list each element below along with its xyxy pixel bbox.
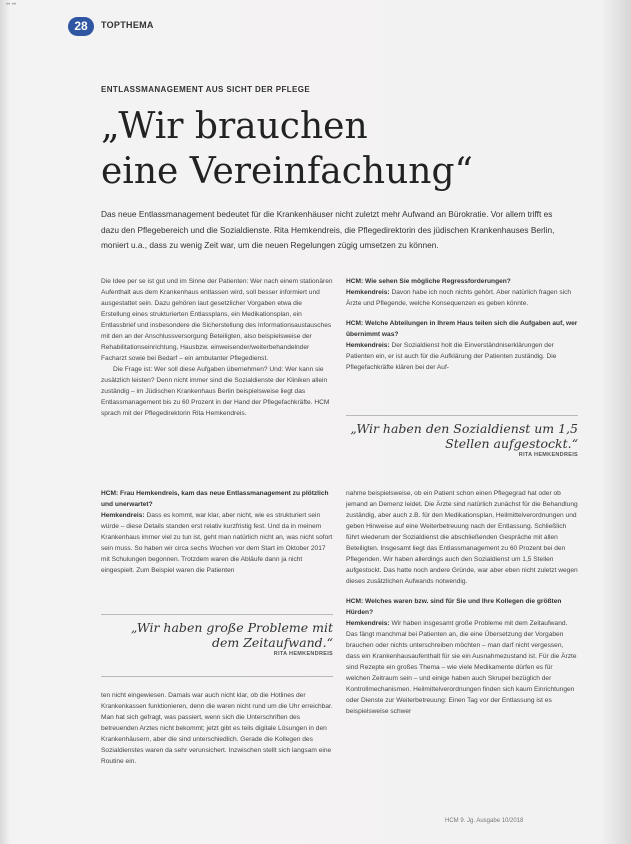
article-title xyxy=(101,104,561,194)
answer-text: Dass es kommt, war klar, aber nicht, wie es strukturiert sein würde – diese Details standen erst relativ kurzfristig fest. Und da in meinem Krankenhaus immer viel zu tun ist, geht man natürlich nicht an, was nicht sofort sein muss. So haben wir circa sechs Wochen vor dem Start im Oktober 2017 mit Schulungen begonnen. Trotzdem waren die Abläufe dann ja nicht eingespielt. Zum Beispiel waren die Patienten xyxy=(101,512,333,574)
paragraph: nahme beispielsweise, ob ein Patient schon einen Pflegegrad hat oder ob jemand an Demenz leidet. Die Ärzte sind natürlich zunächst für die Behandlung zuständig, aber auch z.B. für den Medikationsplan, Heilmittelverordnungen und geben Hinweise auf eine Weiterbetreuung nach der Entlassung. Schließlich führt wiederum der Sozialdienst die abschließenden Gespräche mit allen Beteiligten. Insgesamt liegt das Entlassmanagement zu 60 Prozent bei den Pflegenden. Wir haben allerdings auch den Sozialdienst um 1,5 Stellen aufgestockt. Das hatte noch andere Gründe, war aber eben nicht zuletzt wegen dieses zusätzlichen Aufwands notwendig. xyxy=(346,490,578,585)
intro-paragraph-2: Die Frage ist: Wer soll diese Aufgaben übernehmen? Und: Wer kann sie zusätzlich leisten? Denn nicht immer sind die Sozialdienste der Kliniken allein zuständig – im Jüdischen Krankenhaus Berlin beispielsweise liegt das Entlassmanagement bis zu 60 Prozent in der Hand der Pflegefachkräfte. HCM sprach mit der Pflegedirektorin Rita Hemkendreis. xyxy=(101,366,330,417)
page-number-badge: 28 xyxy=(68,17,94,36)
divider xyxy=(346,415,578,416)
page-footer: HCM 9. Jg. Ausgabe 10/2018 xyxy=(445,818,524,824)
answer xyxy=(346,618,578,717)
answer xyxy=(346,287,578,309)
left-column-intro xyxy=(101,276,333,419)
pull-quote-author: RITA HEMKENDREIS xyxy=(518,452,578,458)
pull-quote-text: „Wir haben den Sozialdienst um 1,5 Stellen aufgestockt.“ xyxy=(350,421,578,451)
intro-paragraph: Die Idee per se ist gut und im Sinne der Patienten: Wer nach einem stationären Aufenthalt aus dem Krankenhaus entlassen wird, soll besser informiert und ausgestattet sein. Dazu gehören laut gesetzlicher Vorgaben etwa die Erstellung eines strukturierten Entlassplans, ein Medikationsplan, ein Entlassbrief und insbesondere die Sicherstellung des Informationsaustausches mit den an der Anschlussversorgung Beteiligten, also beispielsweise der Rehabilitationseinrichtung, Hausbzw. einweisender/weiterbehandelnder Facharzt sowie bei Bedarf – ein ambulanter Pflegedienst. xyxy=(101,278,333,362)
pull-quote-text: „Wir haben große Probleme mit dem Zeitaufwand.“ xyxy=(130,620,333,650)
left-column-interview xyxy=(101,488,333,576)
section-label: TOPTHEMA xyxy=(101,20,154,30)
answer-text: Davon habe ich noch nichts gehört. Aber natürlich fragen sich Ärzte und Pflegende, welche Konsequenzen es geben könnte. xyxy=(346,289,572,307)
scan-mark: •• •• xyxy=(6,2,17,8)
question: HCM: Wie sehen Sie mögliche Regressforderungen? xyxy=(346,278,511,285)
right-column-top xyxy=(346,276,578,373)
article-lead: Das neue Entlassmanagement bedeutet für die Krankenhäuser nicht zuletzt mehr Aufwand an Bürokratie. Vor allem trifft es dazu den Pflegebereich und die Sozialdienste. Rita Hemkendreis, die Pflegedirektorin des jüdischen Krankenhauses Berlin, moniert u.a., dass zu wenig Zeit war, um die neuen Regelungen zügig umsetzen zu können. xyxy=(101,209,555,250)
pull-quote-author: RITA HEMKENDREIS xyxy=(273,651,333,657)
speaker: Hemkendreis: xyxy=(346,620,390,627)
left-column-continued xyxy=(101,690,333,767)
answer xyxy=(101,510,333,576)
title-line-2: eine Vereinfachung“ xyxy=(101,151,473,192)
divider xyxy=(101,614,333,615)
pull-quote xyxy=(101,620,333,659)
answer-text: Wir haben insgesamt große Probleme mit dem Zeitaufwand. Das fängt manchmal bei Patienten an, die eine Übersetzung der Vorgaben brauchen oder nichts unterschreiben möchten – man darf nicht vergessen, dass ein Krankenhausaufenthalt für sie ein Ausnahmezustand ist. Für die Ärzte sind Rezepte ein großes Thema – wie viele Medikamente dürfen es für welchen Zeitraum sein – und einige haben auch Skrupel bezüglich der Kontrollmechanismen. Heilmittelverordnungen finden sich kaum Einrichtungen oder Dienste zur Weiterbetreuung: Einen Tag vor der Entlassung ist es beispielsweise schwer xyxy=(346,620,577,715)
answer xyxy=(346,340,578,373)
right-column-continued xyxy=(346,488,578,717)
pull-quote xyxy=(346,421,578,460)
speaker: Hemkendreis: xyxy=(346,342,390,349)
question: HCM: Welches waren bzw. sind für Sie und Ihre Kollegen die größten Hürden? xyxy=(346,598,562,616)
question: HCM: Frau Hemkendreis, kam das neue Entlassmanagement zu plötzlich und unerwartet? xyxy=(101,490,329,508)
question: HCM: Welche Abteilungen in Ihrem Haus teilen sich die Aufgaben auf, wer übernimmt was? xyxy=(346,320,578,338)
divider xyxy=(101,676,333,677)
paragraph: ten nicht eingewiesen. Damals war auch nicht klar, ob die Hotlines der Krankenkassen funktionieren, denn die waren nicht rund um die Uhr erreichbar. Man hat sich gefragt, was passiert, wenn sich die Unterschriften des betreuenden Arztes nicht bekommt; jetzt gibt es teils digitale Lösungen in den Krankenhäusern, aber die sind unterschiedlich. Gerade die Kollegen des Sozialdienstes waren da sehr verunsichert. Inzwischen stellt sich langsam eine Routine ein. xyxy=(101,692,333,765)
speaker: Hemkendreis: xyxy=(101,512,145,519)
article-kicker: ENTLASSMANAGEMENT AUS SICHT DER PFLEGE xyxy=(101,85,311,94)
speaker: Hemkendreis: xyxy=(346,289,390,296)
title-line-1: „Wir brauchen xyxy=(101,106,368,147)
answer-text: Der Sozialdienst holt die Einverständniserklärungen der Patienten ein, er ist auch für die Aufklärung der Patienten zuständig. Die Pflegefachkräfte klären bei der Auf- xyxy=(346,342,557,371)
